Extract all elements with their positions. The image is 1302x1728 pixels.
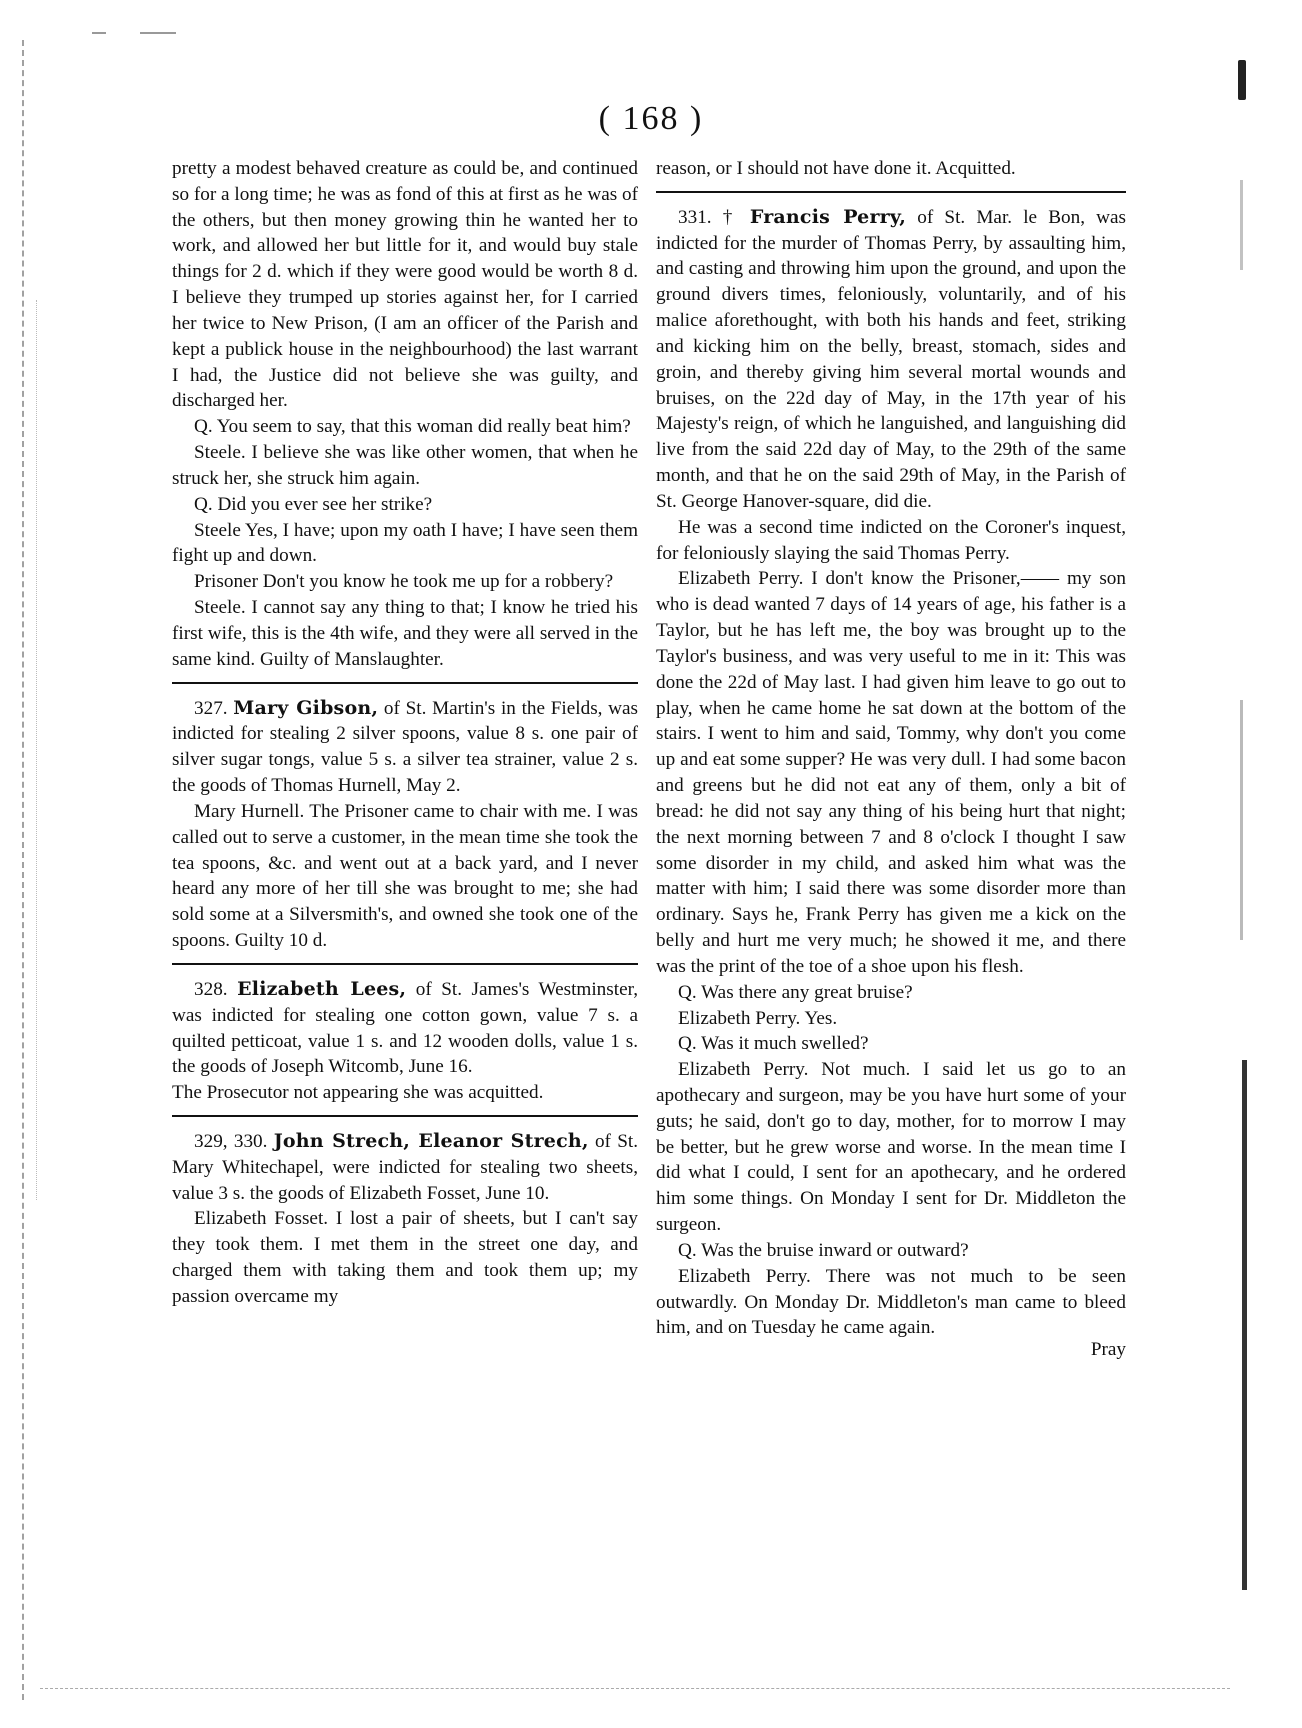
top-smudge	[92, 32, 106, 34]
paragraph-text: reason, or I should not have done it.	[656, 158, 932, 179]
question: Q. Did you ever see her strike?	[194, 493, 433, 515]
left-column	[172, 156, 638, 1310]
testimony: Steele. I believe she was like other women, that when he struck her, she struck him again.	[172, 442, 638, 489]
right-margin-marks	[1238, 60, 1248, 1590]
question: Q. You seem to say, that this woman did really beat him?	[194, 416, 631, 438]
top-smudge	[140, 32, 176, 34]
testimony: Elizabeth Perry. There was not much to be seen outwardly. On Monday Dr. Middleton's man came to bleed him, and on Tuesday he came again.	[656, 1265, 1126, 1339]
testimony: Prisoner Don't you know he took me up for a robbery?	[194, 571, 614, 593]
right-margin-bar	[1242, 1060, 1247, 1590]
section-rule	[656, 191, 1126, 193]
case-number: 328.	[194, 978, 228, 1000]
testimony: Steele Yes, I have; upon my oath I have; I have seen them fight up and down.	[172, 519, 638, 567]
case-text: of St. Martin's in the Fields, was indicted for stealing 2 silver spoons, value 8 s. one pair of silver sugar tongs, value 5 s. a silver tea strainer, value 2 s. the goods of Thomas Hurnell, May 2.	[172, 697, 639, 797]
defendant-name: John Strech, Eleanor Strech,	[273, 1129, 589, 1152]
testimony: Elizabeth Perry. I don't know the Prisoner,—— my son who is dead wanted 7 days of 14 years of age, his father is a Taylor, but he has left me, the boy was brought up to the Taylor's business, and was very useful to me in it: This was done the 22d of May last. I had given him leave to go out to play, when he came home he sat down at the bottom of the stairs. I went to him and said, Tommy, why don't you come up and eat some supper? He was very dull. I had some bacon and greens but he did not eat any of them, only a bit of bread: he did not say any thing of his being hurt that night; the next morning between 7 and 8 o'clock I thought I saw some disorder in my child, and asked him what was the matter with him; I said there was some disorder more than ordinary. Says he, Frank Perry has given me a kick on the belly and hurt me very much; he showed it me, and there was the print of the toe of a shoe upon his flesh.	[656, 568, 1126, 977]
page-number: ( 168 )	[598, 100, 704, 137]
verdict: Guilty 10 d.	[234, 930, 328, 952]
bottom-edge-speckle	[40, 1688, 1230, 1689]
testimony-text: Mary Hurnell. The Prisoner came to chair with me. I was called out to serve a customer, in the mean time she took the tea spoons, &c. and went out at a back yard, and I never heard any more of her till she was brought to me; she had sold some at a Silversmith's, and owned she took one of the spoons.	[172, 800, 638, 952]
question: Q. Was the bruise inward or outward?	[678, 1239, 969, 1261]
right-margin-blot	[1238, 60, 1246, 100]
case-text: of St. James's Westminster, was indicted for stealing one cotton gown, value 7 s. a quilted petticoat, value 1 s. and 12 wooden dolls, value 1 s. the goods of Joseph Witcomb, June 16.	[172, 978, 639, 1078]
case-heading	[172, 1129, 638, 1206]
section-rule	[172, 963, 638, 965]
paragraph: He was a second time indicted on the Coroner's inquest, for feloniously slaying the said Thomas Perry.	[656, 516, 1126, 564]
section-rule	[172, 682, 638, 684]
case-number: 329, 330.	[194, 1130, 268, 1152]
section-rule	[172, 1115, 638, 1117]
testimony: Elizabeth Perry. Yes.	[678, 1007, 838, 1029]
right-margin-speck	[1240, 180, 1243, 270]
paragraph: pretty a modest behaved creature as could be, and continued so for a long time; he was as fond of this at first as he was of the others, but then money growing thin he wanted her to work, and allowed her but little for it, and would buy stale things for 2 d. which if they were good would be worth 8 d. I believe they trumped up stories against her, for I carried her twice to New Prison, (I am an officer of the Parish and kept a publick house in the neighbourhood) the last warrant I had, the Justice did not believe she was guilty, and discharged her.	[172, 158, 638, 412]
paragraph	[656, 156, 1126, 182]
case-text: of St. Mar. le Bon, was indicted for the murder of Thomas Perry, by assaulting him, and casting and throwing him upon the ground, and upon the ground divers times, feloniously, voluntarily, and of his malice aforethought, with both his hands and feet, striking and kicking him on the belly, breast, stomach, sides and groin, and thereby giving him several mortal wounds and bruises, on the 22d day of May, in the 17th year of his Majesty's reign, of which he languished, and languishing did live from the said 22d day of May, to the 29th of the same month, and that he on the said 29th of May, in the Parish of St. George Hanover-square, did die.	[656, 206, 1127, 512]
case-heading	[656, 205, 1126, 515]
verdict: Acquitted.	[935, 158, 1016, 179]
defendant-name: Francis Perry,	[749, 205, 907, 228]
case-heading	[172, 977, 638, 1080]
catchword: Pray	[1090, 1339, 1126, 1361]
case-text: of St. Mary Whitechapel, were indicted for stealing two sheets, value 3 s. the goods of Elizabeth Fosset, June 10.	[172, 1130, 639, 1204]
verdict: Guilty of Manslaughter.	[259, 648, 444, 670]
right-margin-speck	[1240, 700, 1243, 940]
question: Q. Was there any great bruise?	[678, 981, 913, 1003]
testimony	[172, 799, 638, 954]
defendant-name: Mary Gibson,	[233, 696, 379, 719]
case-heading	[172, 696, 638, 799]
left-margin-speckle-inner	[36, 300, 41, 1200]
testimony-text: Steele. I cannot say any thing to that; I know he tried his first wife, this is the 4th wife, and they were all served in the same kind.	[172, 597, 638, 670]
right-column	[656, 156, 1126, 1363]
testimony: Elizabeth Perry. Not much. I said let us go to an apothecary and surgeon, may be you have hurt some of your guts; he said, don't go to day, mother, for to morrow I may be better, but he grew worse and worse. In the mean time I did what I could, I sent for an apothecary, and he ordered him some things. On Monday I sent for Dr. Middleton the surgeon.	[656, 1059, 1126, 1236]
case-number: 327.	[194, 697, 228, 719]
verdict: The Prosecutor not appearing she was acquitted.	[172, 1082, 544, 1104]
question: Q. Was it much swelled?	[678, 1033, 869, 1055]
defendant-name: Elizabeth Lees,	[237, 977, 407, 1000]
case-number: 331. †	[678, 206, 739, 228]
testimony: Elizabeth Fosset. I lost a pair of sheets, but I can't say they took them. I met them in the street one day, and charged them with taking them and took them up; my passion overcame my	[172, 1208, 638, 1307]
testimony	[172, 595, 638, 672]
